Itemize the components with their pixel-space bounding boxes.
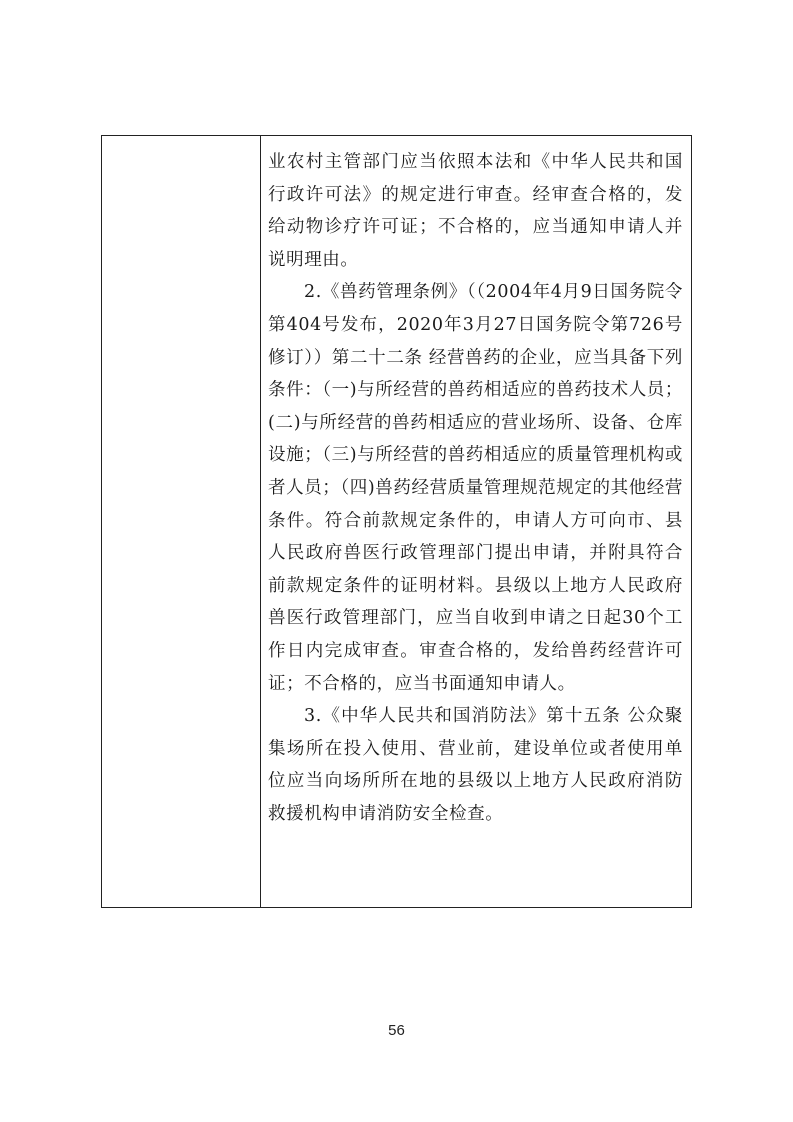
paragraph-fire-protection-law: 3.《中华人民共和国消防法》第十五条 公众聚集场所在投入使用、营业前，建设单位或者使用单位应当向场所所在地的县级以上地方人民政府消防救援机构申请消防安全检查。 [268, 706, 683, 824]
page-number: 56 [388, 1022, 405, 1039]
paragraph-veterinary-drug-regulation: 2.《兽药管理条例》（（2004年4月9日国务院令第404号发布，2020年3月27日国务院令第726号修订））第二十二条 经营兽药的企业，应当具备下列条件：（一)与所经营的兽药相适应的兽药技术人员；(二)与所经营的兽药相适应的营业场所、设备、仓库设施；（三)与所经营的兽药相适应的质量管理机构或者人员；（四)兽药经营质量管理规范规定的其他经营条件。符合前款规定条件的，申请人方可向市、县人民政府兽医行政管理部门提出申请，并附具符合前款规定条件的证明材料。县级以上地方人民政府兽医行政管理部门，应当自收到申请之日起30个工作日内完成审查。审查合格的，发给兽药经营许可证；不合格的，应当书面通知申请人。 [268, 282, 683, 694]
paragraph-continuation: 业农村主管部门应当依照本法和《中华人民共和国行政许可法》的规定进行审查。经审查合格的，发给动物诊疗许可证；不合格的，应当通知申请人并说明理由。 [268, 152, 683, 270]
table-left-cell [102, 136, 261, 907]
document-table [101, 135, 692, 908]
table-right-cell [262, 136, 691, 907]
